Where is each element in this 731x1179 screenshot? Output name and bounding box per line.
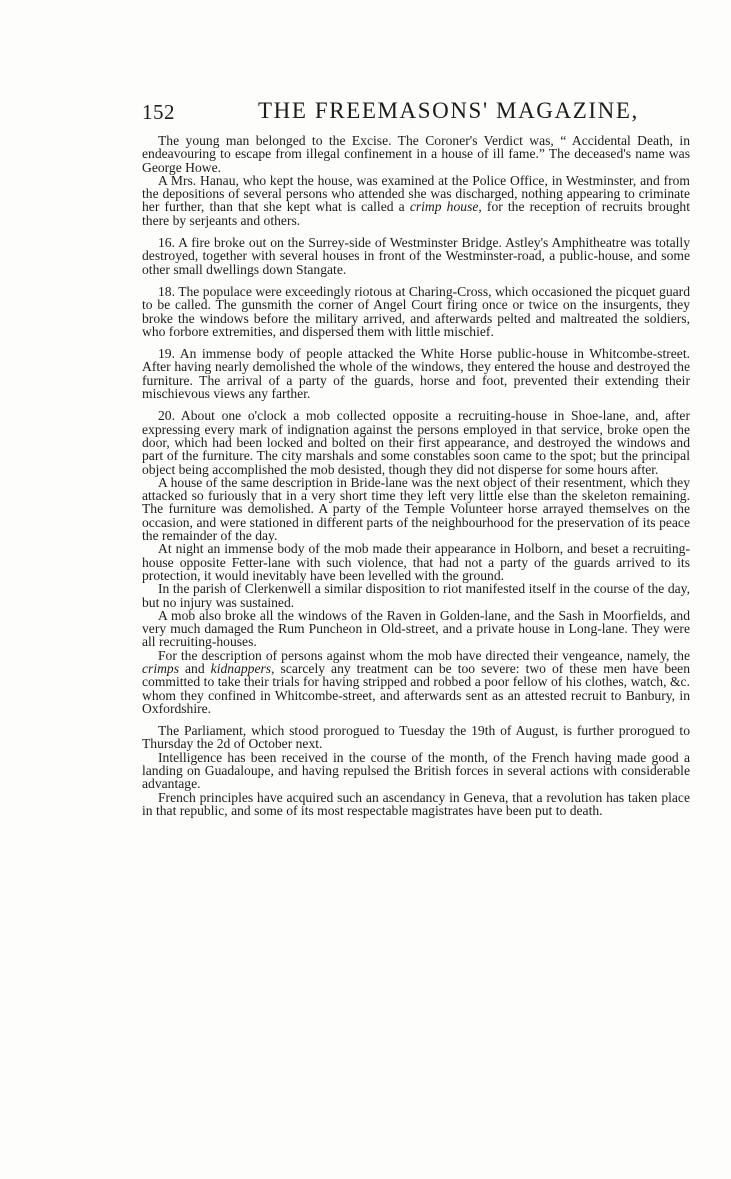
paragraph-fire-westminster-bridge: 16. A fire broke out on the Surrey-side of Westminster Bridge. Astley's Amphitheatre was totally destroyed, together with several houses in front of the Westminster-road, a public-house, and some other small dwellings down Stangate.: [142, 235, 690, 277]
paragraph-text: A Mrs. Hanau, who kept the house, was examined at the Police Office, in Westminster, and from the depositions of several persons who attended she was discharged, nothing appearing to criminate her further, than that she kept what is called a: [142, 172, 690, 215]
paragraph-mrs-hanau: [142, 174, 690, 227]
page-number: 152: [142, 100, 175, 124]
paragraph-crimps-kidnappers: [142, 649, 690, 715]
running-title: THE FREEMASONS' MAGAZINE,: [258, 98, 639, 123]
paragraph-shoe-lane: 20. About one o'clock a mob collected opposite a recruiting-house in Shoe-lane, and, after expressing every mark of indignation against the persons employed in that service, broke open the door, which had been locked and bolted on their first appearance, and destroyed the windows and part of the furniture. The city marshals and some constables soon came to the spot; but the principal object being accomplished the mob desisted, though they did not disperse for some hours after.: [142, 408, 690, 477]
paragraph-parliament: The Parliament, which stood prorogued to Tuesday the 19th of August, is further prorogued to Thursday the 2d of October next.: [142, 723, 690, 752]
paragraph-bride-lane: A house of the same description in Bride-lane was the next object of their resentment, which they attacked so furiously that in a very short time they left very little else than the skeleton remaining. The furniture was demolished. A party of the Temple Volunteer horse arrayed themselves on the occasion, and were stationed in different parts of the neighbourhood for the preservation of its peace the remainder of the day.: [142, 474, 690, 544]
paragraph-charing-cross-riot: 18. The populace were exceedingly riotous at Charing-Cross, which occasioned the picquet guard to be called. The gunsmith the corner of Angel Court firing once or twice on the insurgents, they broke the windows before the military arrived, and afterwards pelted and maltreated the soldiers, who forbore extremities, and dispersed them with little mischief.: [142, 283, 690, 339]
paragraph-golden-lane: A mob also broke all the windows of the Raven in Golden-lane, and the Sash in Moorfields, and very much damaged the Rum Puncheon in Old-street, and a private house in Long-lane. They were all recruiting-houses.: [142, 607, 690, 650]
article-body: [142, 134, 690, 817]
paragraph-text: , scarcely any treatment can be too severe: two of these men have been committed to take their trials for having stripped and robbed a poor fellow of his clothes, watch, &c. whom they confined in Whitcombe-street, and afterwards sent as an attested recruit to Banbury, in Oxfordshire.: [142, 660, 690, 716]
paragraph-coroner-verdict: The young man belonged to the Excise. The Coroner's Verdict was, “ Accidental Death, in endeavouring to escape from illegal confinement in a house of ill fame.” The deceased's name was George Howe.: [142, 133, 690, 175]
italic-term: crimp house: [409, 199, 479, 215]
italic-term: crimps: [142, 660, 180, 676]
paragraph-text: , for the reception of recruits brought there by serjeants and others.: [142, 199, 690, 228]
paragraph-text: and: [179, 660, 211, 676]
paragraph-geneva: French principles have acquired such an ascendancy in Geneva, that a revolution has taken place in that republic, and some of its most respectable magistrates have been put to death.: [142, 789, 690, 818]
italic-term: kidnappers: [210, 660, 272, 676]
paragraph-clerkenwell: In the parish of Clerkenwell a similar disposition to riot manifested itself in the course of the day, but no injury was sustained.: [142, 581, 690, 610]
paragraph-white-horse: 19. An immense body of people attacked the White Horse public-house in Whitcombe-street. After having nearly demolished the whole of the windows, they entered the house and destroyed the furniture. The arrival of a party of the guards, horse and foot, prevented their extending their mischievous views any farther.: [142, 346, 690, 402]
page-header: [142, 94, 690, 126]
paragraph-text: For the description of persons against whom the mob have directed their vengeance, namely, the: [158, 647, 690, 663]
paragraph-guadaloupe: Intelligence has been received in the course of the month, of the French having made good a landing on Guadaloupe, and having repulsed the British forces in several actions with considerable advantage.: [142, 749, 690, 792]
paragraph-holborn: At night an immense body of the mob made their appearance in Holborn, and beset a recruiting-house opposite Fetter-lane with such violence, that had not a party of the guards arrived to its protection, it would inevitably have been levelled with the ground.: [142, 541, 690, 583]
